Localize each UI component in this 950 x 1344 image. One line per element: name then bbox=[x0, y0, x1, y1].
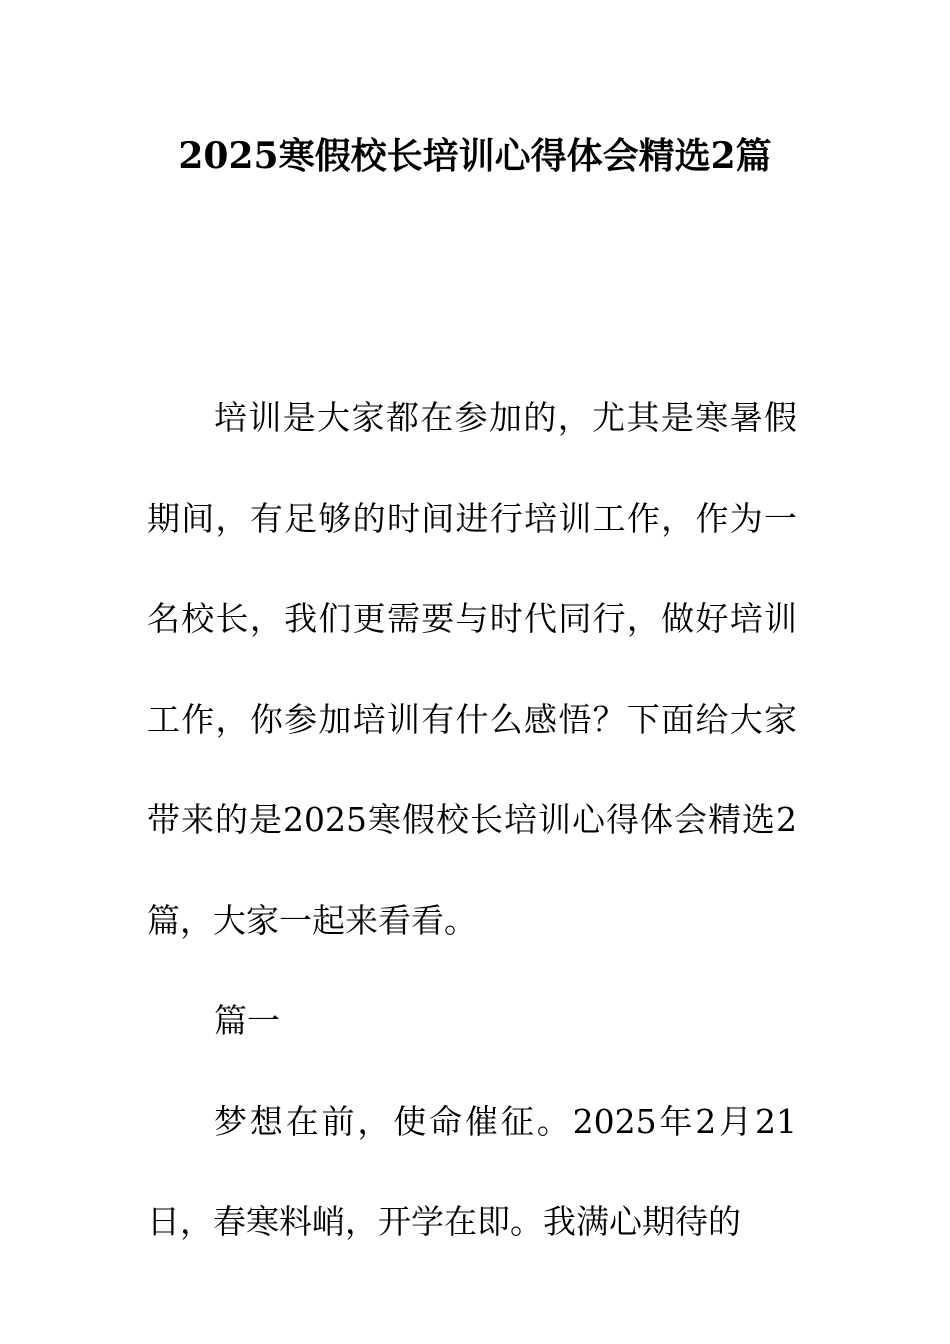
body-paragraph: 梦想在前，使命催征。2025年2月21日，春寒料峭，开学在即。我满心期待的 bbox=[147, 1101, 797, 1241]
section-heading-part-one: 篇一 bbox=[214, 1001, 280, 1040]
document-body bbox=[147, 368, 797, 1273]
intro-paragraph: 培训是大家都在参加的，尤其是寒暑假期间，有足够的时间进行培训工作，作为一名校长，我们更需要与时代同行，做好培训工作，你参加培训有什么感悟？下面给大家带来的是2025寒假校长培训心得体会精选2篇，大家一起来看看。 bbox=[147, 398, 797, 940]
document-title: 2025寒假校长培训心得体会精选2篇 bbox=[178, 135, 772, 177]
